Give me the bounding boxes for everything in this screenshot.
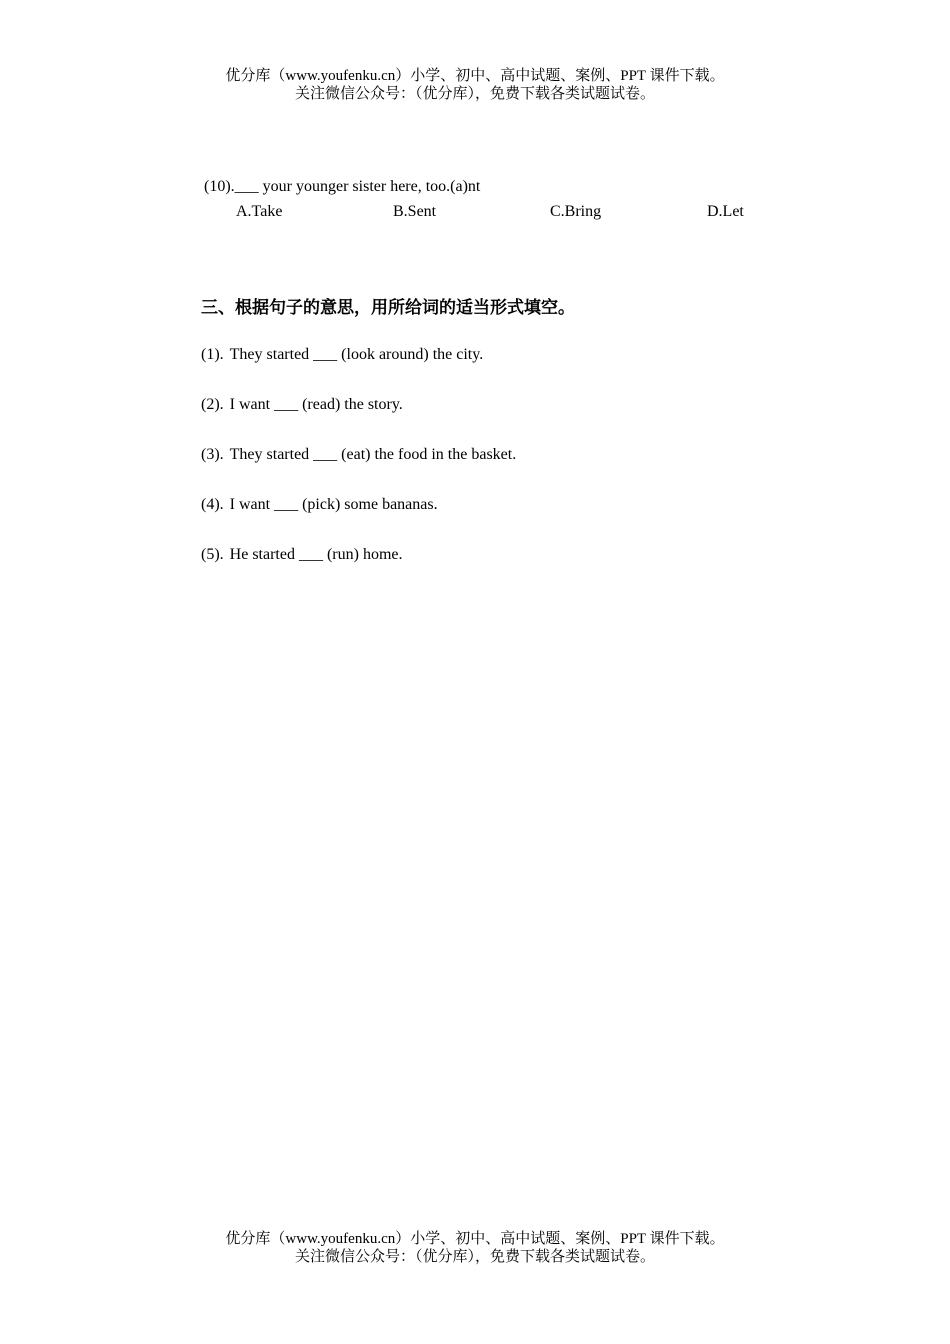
header-line-1: 优分库（www.youfenku.cn）小学、初中、高中试题、案例、PPT 课件下载。 (225, 68, 725, 84)
list-item (201, 395, 516, 445)
mc-options (0, 202, 950, 224)
option-d: D.Let (707, 203, 744, 220)
fill-blank-list (201, 345, 516, 595)
list-item (201, 445, 516, 495)
option-c: C.Bring (550, 203, 602, 220)
section-title: 三、根据句子的意思，用所给词的适当形式填空。 (201, 298, 575, 318)
item-text: I want ___ (read) the story. (229, 396, 403, 413)
item-text: They started ___ (eat) the food in the basket. (229, 446, 517, 463)
item-number: (4). (201, 496, 224, 513)
option-b: B.Sent (393, 203, 437, 220)
option-a: A.Take (236, 203, 283, 220)
item-text: They started ___ (look around) the city. (229, 346, 484, 363)
item-text: I want ___ (pick) some bananas. (229, 496, 438, 513)
item-number: (2). (201, 396, 224, 413)
list-item (201, 345, 516, 395)
page-header (0, 67, 950, 103)
item-text: He started ___ (run) home. (229, 546, 403, 563)
header-line-2: 关注微信公众号：（优分库），免费下载各类试题试卷。 (294, 86, 655, 102)
footer-line-2: 关注微信公众号：（优分库），免费下载各类试题试卷。 (294, 1249, 655, 1265)
item-number: (5). (201, 546, 224, 563)
page-footer (0, 1230, 950, 1266)
mc-question-10: (10).___ your younger sister here, too.(a)nt (204, 178, 481, 195)
list-item (201, 545, 516, 595)
item-number: (1). (201, 346, 224, 363)
list-item (201, 495, 516, 545)
item-number: (3). (201, 446, 224, 463)
footer-line-1: 优分库（www.youfenku.cn）小学、初中、高中试题、案例、PPT 课件下载。 (225, 1231, 725, 1247)
